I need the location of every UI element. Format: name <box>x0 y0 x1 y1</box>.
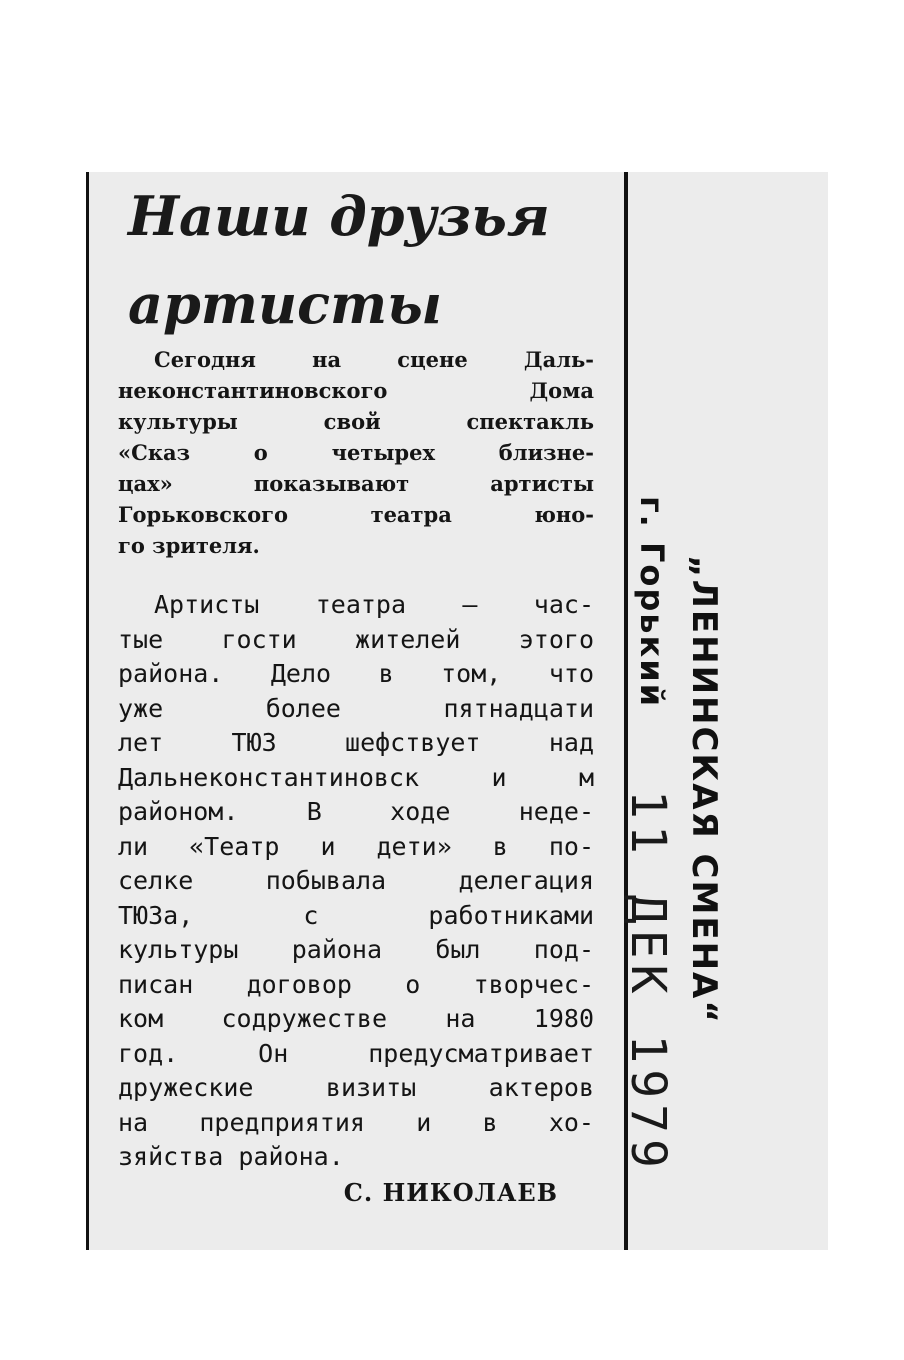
body-line: Дальнеконстантиновск и м <box>118 762 594 792</box>
article-lead <box>118 344 594 561</box>
body-line: лет ТЮЗ шефствует над <box>118 728 594 757</box>
body-line: Артисты театра — час- <box>154 590 594 619</box>
body-line: год. Он предусматривает <box>118 1038 594 1068</box>
lead-line: «Сказ о четырех близне- <box>118 440 594 465</box>
body-line: культуры района был под- <box>118 935 594 964</box>
body-line: ТЮЗа, с работниками <box>118 900 594 930</box>
body-line: районом. В ходе неде- <box>118 797 594 826</box>
body-line: ком содружестве на 1980 <box>118 1004 594 1033</box>
lead-line: го зрителя. <box>118 533 260 558</box>
body-line: ли «Театр и дети» в по- <box>118 831 594 861</box>
headline-line: Наши друзья <box>128 184 550 248</box>
column-rule-left <box>86 172 89 1250</box>
headline-line: артисты <box>128 272 443 336</box>
article-byline: С. НИКОЛАЕВ <box>343 1178 558 1207</box>
body-line: на предприятия и в хо- <box>118 1107 594 1137</box>
lead-line: неконстантиновского Дома <box>118 378 594 403</box>
lead-line: Сегодня на сцене Даль- <box>154 347 594 372</box>
lead-line: культуры свой спектакль <box>118 409 594 434</box>
lead-line: цах» показывают артисты <box>118 471 594 496</box>
article-headline <box>128 172 598 348</box>
body-line: района. Дело в том, что <box>118 659 594 688</box>
lead-line: Горьковского театра юно- <box>118 502 594 527</box>
stamp-publication: „ЛЕНИНСКАЯ СМЕНА“ <box>684 555 724 1025</box>
body-line: селке побывала делегация <box>118 866 594 895</box>
article-body <box>118 588 594 1175</box>
stamp-date: 11 ДЕК 1979 <box>620 790 676 1174</box>
body-line: уже более пятнадцати <box>118 693 594 723</box>
body-line: дружеские визиты актеров <box>118 1073 594 1102</box>
body-line: зяйства района. <box>118 1142 344 1171</box>
body-line: писан договор о творчес- <box>118 969 594 999</box>
body-line: тые гости жителей этого <box>118 624 594 654</box>
stamp-city: г. Горький <box>633 495 671 709</box>
